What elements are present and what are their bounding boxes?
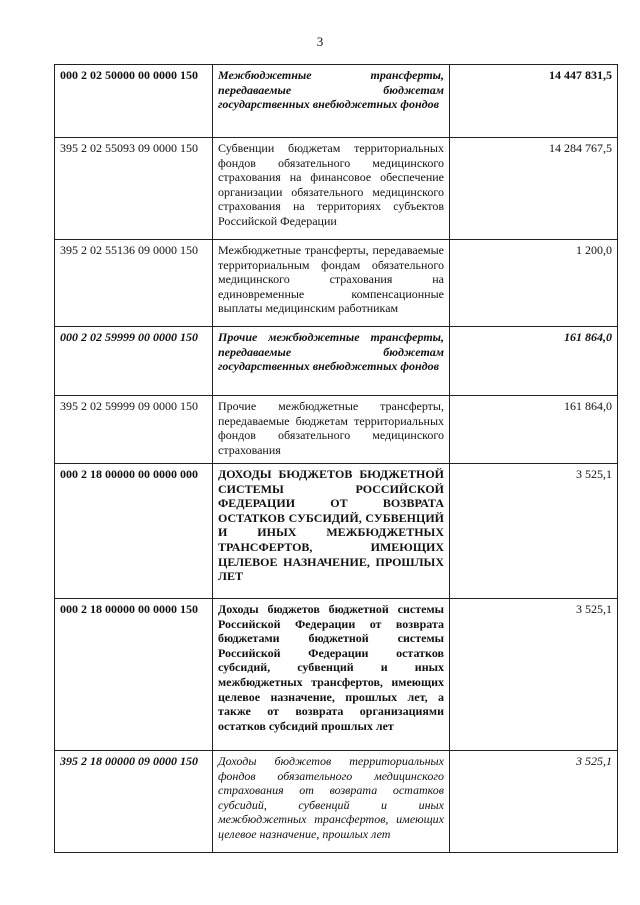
- row-code: 395 2 02 59999 09 0000 150: [55, 396, 213, 464]
- row-amount: 3 525,1: [450, 464, 618, 599]
- row-amount: 14 284 767,5: [450, 138, 618, 240]
- table-row: [55, 240, 618, 327]
- row-amount: 3 525,1: [450, 599, 618, 751]
- row-code: 395 2 02 55093 09 0000 150: [55, 138, 213, 240]
- row-amount: 14 447 831,5: [450, 65, 618, 138]
- row-code: 000 2 18 00000 00 0000 000: [55, 464, 213, 599]
- budget-revenue-table: [54, 64, 618, 853]
- row-description: Прочие межбюджетные трансферты, передаваемые бюджетам территориальных фондов обязательного медицинского страхования: [213, 396, 450, 464]
- row-amount: 1 200,0: [450, 240, 618, 327]
- row-description: Субвенции бюджетам территориальных фондов обязательного медицинского страхования на финансовое обеспечение организации обязательного медицинского страхования на территориях субъектов Российской Федерации: [213, 138, 450, 240]
- table-row: [55, 138, 618, 240]
- row-description: Межбюджетные трансферты, передаваемые бюджетам государственных внебюджетных фондов: [213, 65, 450, 138]
- table-row: [55, 65, 618, 138]
- row-description: Прочие межбюджетные трансферты, передаваемые бюджетам государственных внебюджетных фондов: [213, 327, 450, 396]
- table-row: [55, 599, 618, 751]
- row-description: ДОХОДЫ БЮДЖЕТОВ БЮДЖЕТНОЙ СИСТЕМЫ РОССИЙСКОЙ ФЕДЕРАЦИИ ОТ ВОЗВРАТА ОСТАТКОВ СУБСИДИЙ, СУБВЕНЦИЙ И ИНЫХ МЕЖБЮДЖЕТНЫХ ТРАНСФЕРТОВ, ИМЕЮЩИХ ЦЕЛЕВОЕ НАЗНАЧЕНИЕ, ПРОШЛЫХ ЛЕТ: [213, 464, 450, 599]
- row-code: 000 2 02 50000 00 0000 150: [55, 65, 213, 138]
- row-code: 000 2 02 59999 00 0000 150: [55, 327, 213, 396]
- row-description: Доходы бюджетов территориальных фондов обязательного медицинского страхования от возврата остатков субсидий, субвенций и иных межбюджетных трансфертов, имеющих целевое назначение, прошлых лет: [213, 751, 450, 853]
- row-code: 395 2 02 55136 09 0000 150: [55, 240, 213, 327]
- row-code: 000 2 18 00000 00 0000 150: [55, 599, 213, 751]
- table-row: [55, 327, 618, 396]
- row-amount: 161 864,0: [450, 327, 618, 396]
- table-row: [55, 464, 618, 599]
- row-description: Межбюджетные трансферты, передаваемые территориальным фондам обязательного медицинского страхования на единовременные компенсационные выплаты медицинским работникам: [213, 240, 450, 327]
- row-amount: 3 525,1: [450, 751, 618, 853]
- row-description: Доходы бюджетов бюджетной системы Российской Федерации от возврата бюджетами бюджетной системы Российской Федерации остатков субсидий, субвенций и иных межбюджетных трансфертов, имеющих целевое назначение, прошлых лет, а также от возврата организациями остатков субсидий прошлых лет: [213, 599, 450, 751]
- row-amount: 161 864,0: [450, 396, 618, 464]
- table-row: [55, 396, 618, 464]
- table-row: [55, 751, 618, 853]
- page-number: 3: [316, 34, 324, 49]
- row-code: 395 2 18 00000 09 0000 150: [55, 751, 213, 853]
